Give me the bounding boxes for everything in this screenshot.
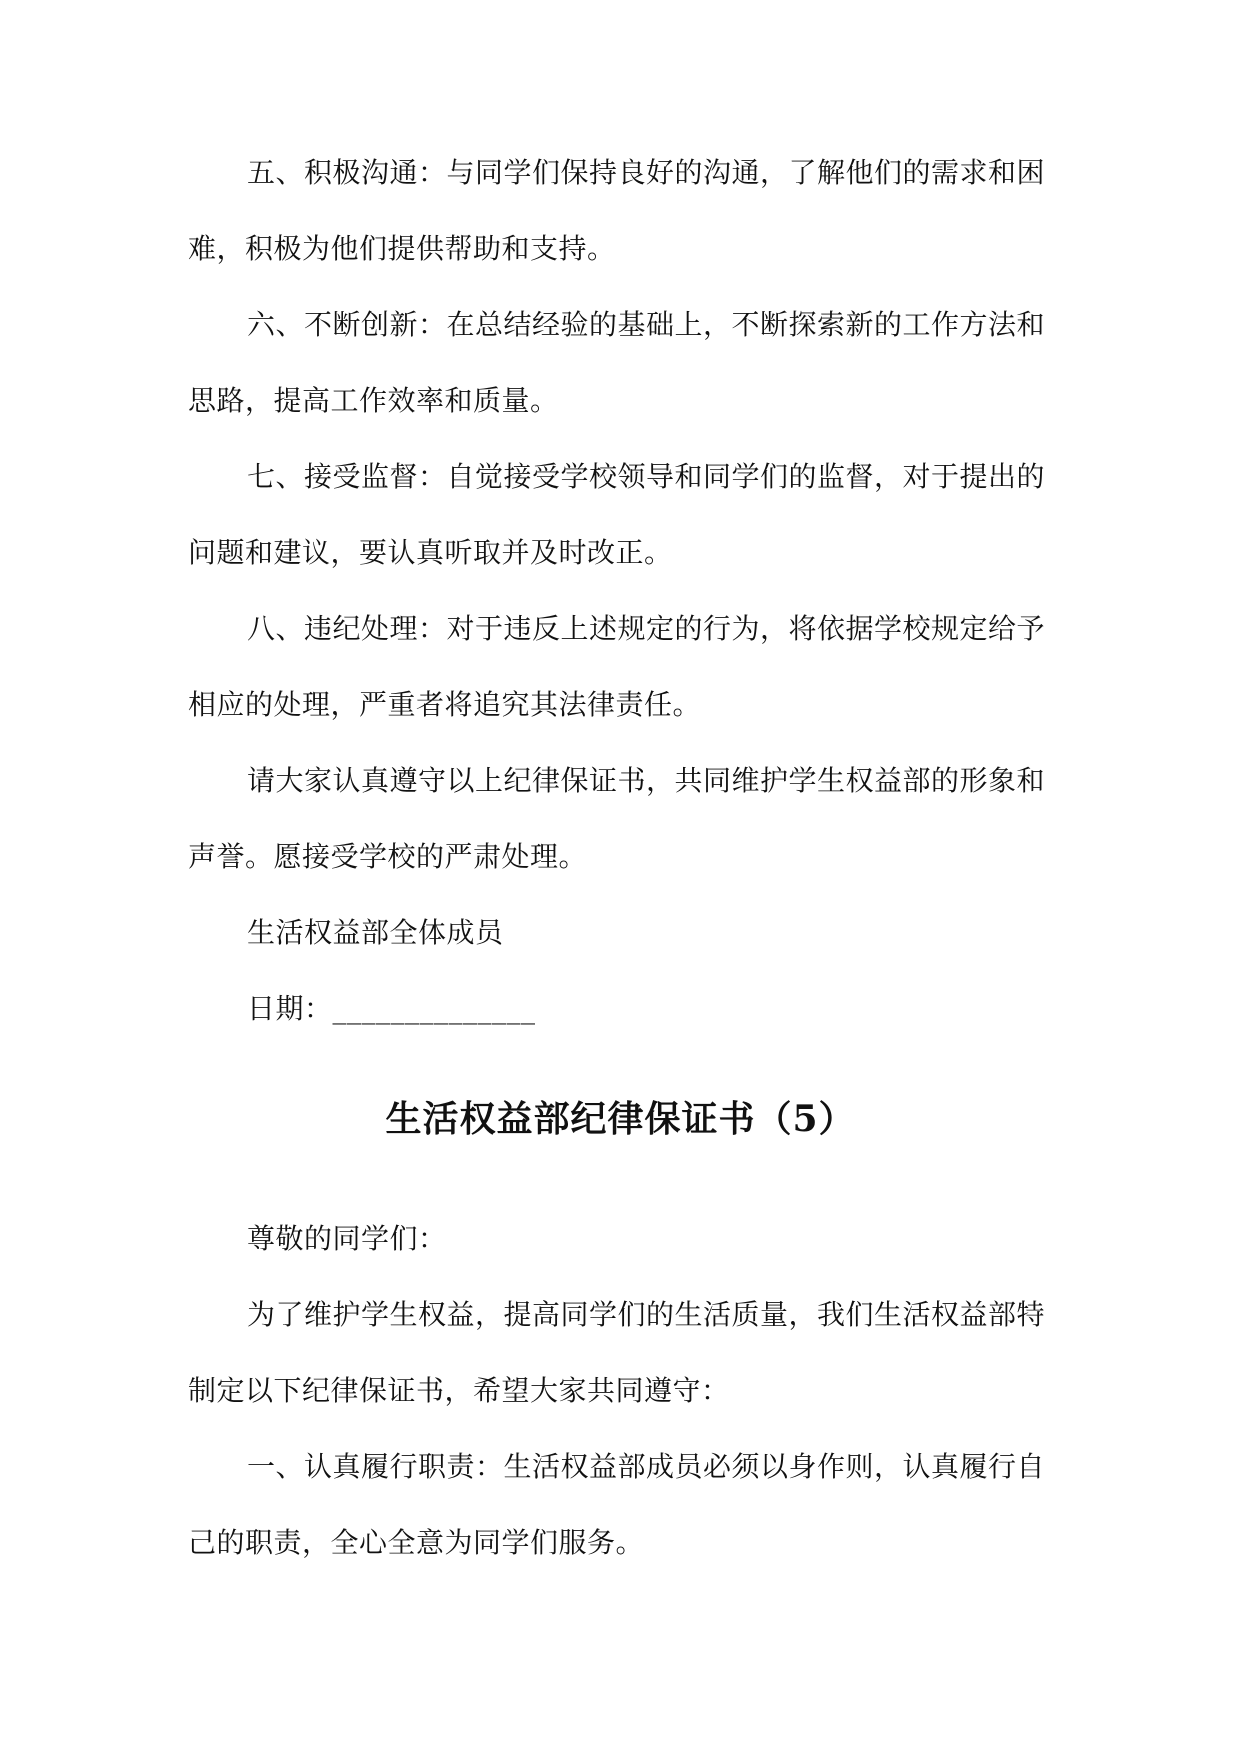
paragraph-6-line-2: 思路，提高工作效率和质量。 bbox=[188, 384, 559, 417]
closing-paragraph-line-1: 请大家认真遵守以上纪律保证书，共同维护学生权益部的形象和 bbox=[247, 764, 1046, 797]
closing-paragraph-line-2: 声誉。愿接受学校的严肃处理。 bbox=[188, 840, 588, 873]
paragraph-5-line-1: 五、积极沟通：与同学们保持良好的沟通，了解他们的需求和困 bbox=[247, 156, 1046, 189]
paragraph-1-line-2: 己的职责，全心全意为同学们服务。 bbox=[188, 1526, 645, 1559]
paragraph-6-line-1: 六、不断创新：在总结经验的基础上，不断探索新的工作方法和 bbox=[247, 308, 1046, 341]
paragraph-5-line-2: 难，积极为他们提供帮助和支持。 bbox=[188, 232, 616, 265]
paragraph-7-line-2: 问题和建议，要认真听取并及时改正。 bbox=[188, 536, 673, 569]
greeting-line: 尊敬的同学们： bbox=[247, 1222, 447, 1255]
paragraph-8-line-2: 相应的处理，严重者将追究其法律责任。 bbox=[188, 688, 702, 721]
signature-line: 生活权益部全体成员 bbox=[247, 916, 504, 949]
paragraph-8-line-1: 八、违纪处理：对于违反上述规定的行为，将依据学校规定给予 bbox=[247, 612, 1046, 645]
paragraph-7-line-1: 七、接受监督：自觉接受学校领导和同学们的监督，对于提出的 bbox=[247, 460, 1046, 493]
paragraph-1-line-1: 一、认真履行职责：生活权益部成员必须以身作则，认真履行自 bbox=[247, 1450, 1046, 1483]
date-line: 日期：______________ bbox=[247, 992, 536, 1025]
section-title: 生活权益部纪律保证书（5） bbox=[385, 1098, 856, 1140]
intro-paragraph-line-2: 制定以下纪律保证书，希望大家共同遵守： bbox=[188, 1374, 730, 1407]
intro-paragraph-line-1: 为了维护学生权益，提高同学们的生活质量，我们生活权益部特 bbox=[247, 1298, 1046, 1331]
